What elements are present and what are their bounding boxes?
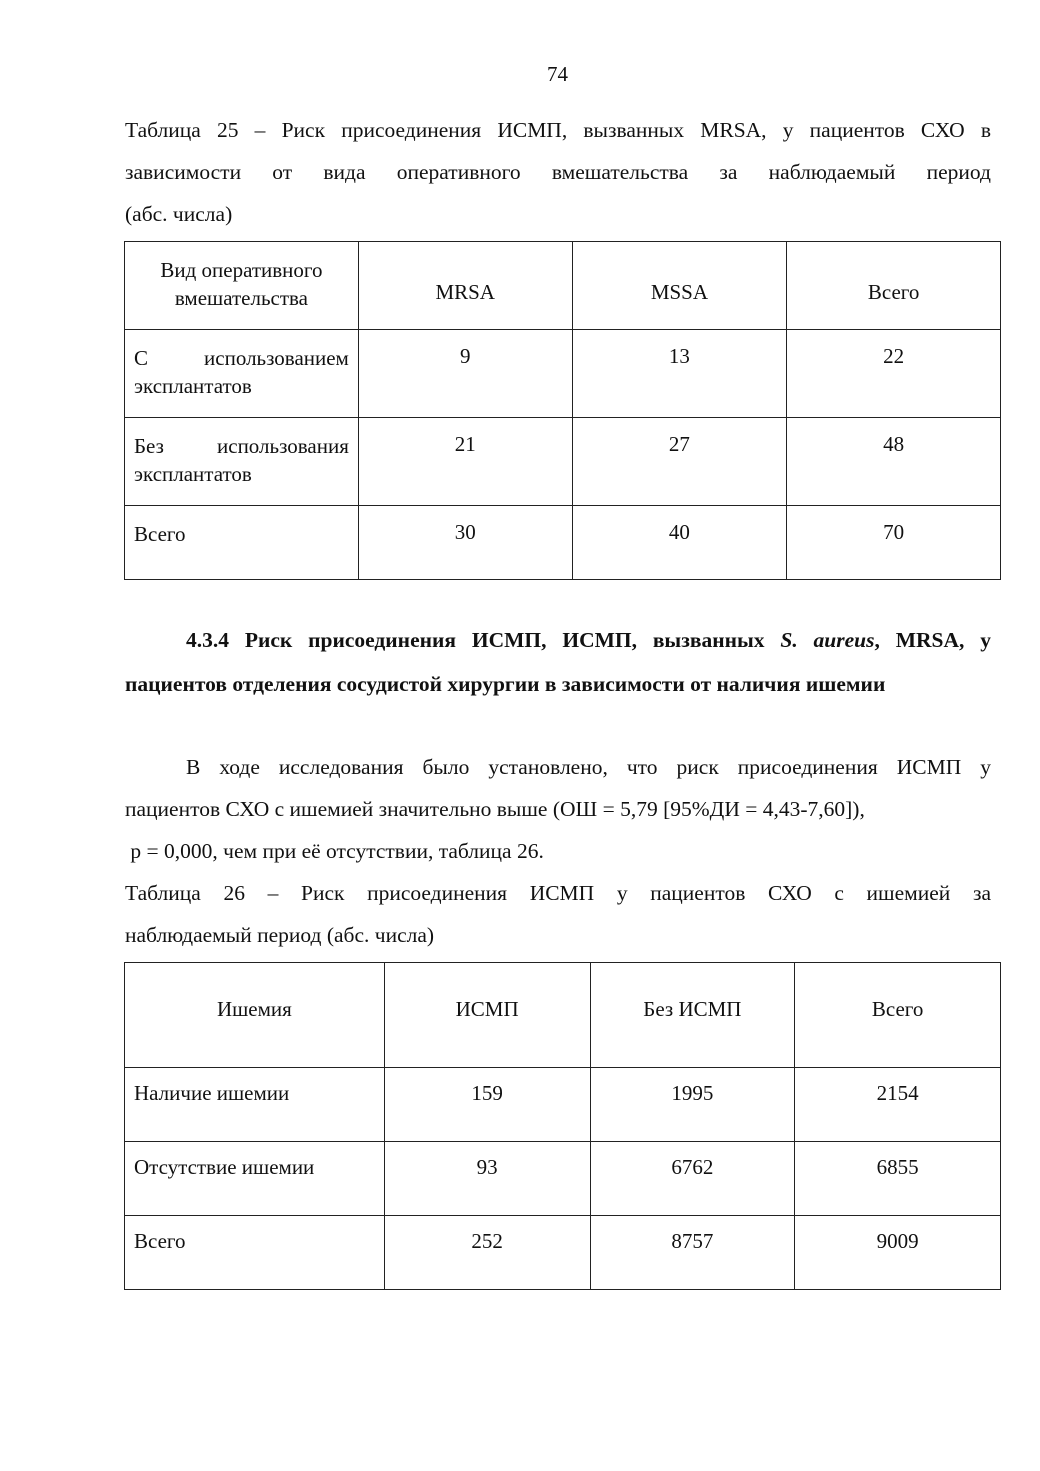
section-heading-part2: , MRSA, у пациентов отделения сосудистой хирургии в зависимости от наличия ишемии xyxy=(125,628,991,696)
table-cell: 48 xyxy=(787,418,1001,506)
row-label: С использованием эксплантатов xyxy=(125,330,359,418)
header-cell: Вид оперативного вмешательства xyxy=(125,242,359,330)
table26-caption xyxy=(125,872,991,956)
section-heading-italic: S. aureus xyxy=(780,628,875,652)
paragraph-line1: В ходе исследования было установлено, что риск присоединения ИСМП у xyxy=(186,755,991,779)
table-cell: 30 xyxy=(358,506,572,580)
table-cell: 1995 xyxy=(590,1068,795,1142)
table25-caption-line2: зависимости от вида оперативного вмешательства за наблюдаемый период xyxy=(125,160,991,184)
page-number: 74 xyxy=(547,62,568,86)
table26-caption-line2: наблюдаемый период (абс. числа) xyxy=(125,923,435,947)
header-cell: Без ИСМП xyxy=(590,963,795,1068)
row-label: Всего xyxy=(125,1216,385,1290)
header-cell: MRSA xyxy=(358,242,572,330)
paragraph-line2: пациентов СХО с ишемией значительно выше (ОШ = 5,79 [95%ДИ = 4,43-7,60]), xyxy=(125,797,865,821)
table-row xyxy=(125,506,1001,580)
header-cell: Всего xyxy=(787,242,1001,330)
header-cell: Всего xyxy=(795,963,1001,1068)
table25-caption xyxy=(125,109,991,235)
row-label: Наличие ишемии xyxy=(125,1068,385,1142)
paragraph-line3: p = 0,000, чем при её отсутствии, таблица 26. xyxy=(125,839,544,863)
body-paragraph xyxy=(125,746,991,872)
table26-caption-line1: Таблица 26 – Риск присоединения ИСМП у пациентов СХО с ишемией за xyxy=(125,881,991,905)
row-label: Отсутствие ишемии xyxy=(125,1142,385,1216)
table-header-row xyxy=(125,963,1001,1068)
row-label: Без использования эксплантатов xyxy=(125,418,359,506)
table-cell: 6762 xyxy=(590,1142,795,1216)
table-cell: 22 xyxy=(787,330,1001,418)
header-cell: Ишемия xyxy=(125,963,385,1068)
table-cell: 6855 xyxy=(795,1142,1001,1216)
table25-caption-line3: (абс. числа) xyxy=(125,202,233,226)
table-row xyxy=(125,330,1001,418)
table-cell: 9 xyxy=(358,330,572,418)
table25-caption-line1: Таблица 25 – Риск присоединения ИСМП, вызванных MRSA, у пациентов СХО в xyxy=(125,118,991,142)
header-cell: ИСМП xyxy=(384,963,590,1068)
table-cell: 27 xyxy=(572,418,787,506)
table-cell: 70 xyxy=(787,506,1001,580)
table-cell: 13 xyxy=(572,330,787,418)
table-header-row xyxy=(125,242,1001,330)
table-cell: 252 xyxy=(384,1216,590,1290)
table-cell: 159 xyxy=(384,1068,590,1142)
table-cell: 40 xyxy=(572,506,787,580)
table-row xyxy=(125,1216,1001,1290)
section-heading-part1: 4.3.4 Риск присоединения ИСМП, ИСМП, вызванных xyxy=(186,628,781,652)
table-row xyxy=(125,1142,1001,1216)
table-26 xyxy=(124,962,1001,1290)
table-cell: 2154 xyxy=(795,1068,1001,1142)
table-cell: 9009 xyxy=(795,1216,1001,1290)
header-cell: MSSA xyxy=(572,242,787,330)
table-row xyxy=(125,418,1001,506)
table-cell: 21 xyxy=(358,418,572,506)
section-heading xyxy=(125,618,991,706)
table-25 xyxy=(124,241,1001,580)
table-row xyxy=(125,1068,1001,1142)
table-cell: 8757 xyxy=(590,1216,795,1290)
table-cell: 93 xyxy=(384,1142,590,1216)
row-label: Всего xyxy=(125,506,359,580)
